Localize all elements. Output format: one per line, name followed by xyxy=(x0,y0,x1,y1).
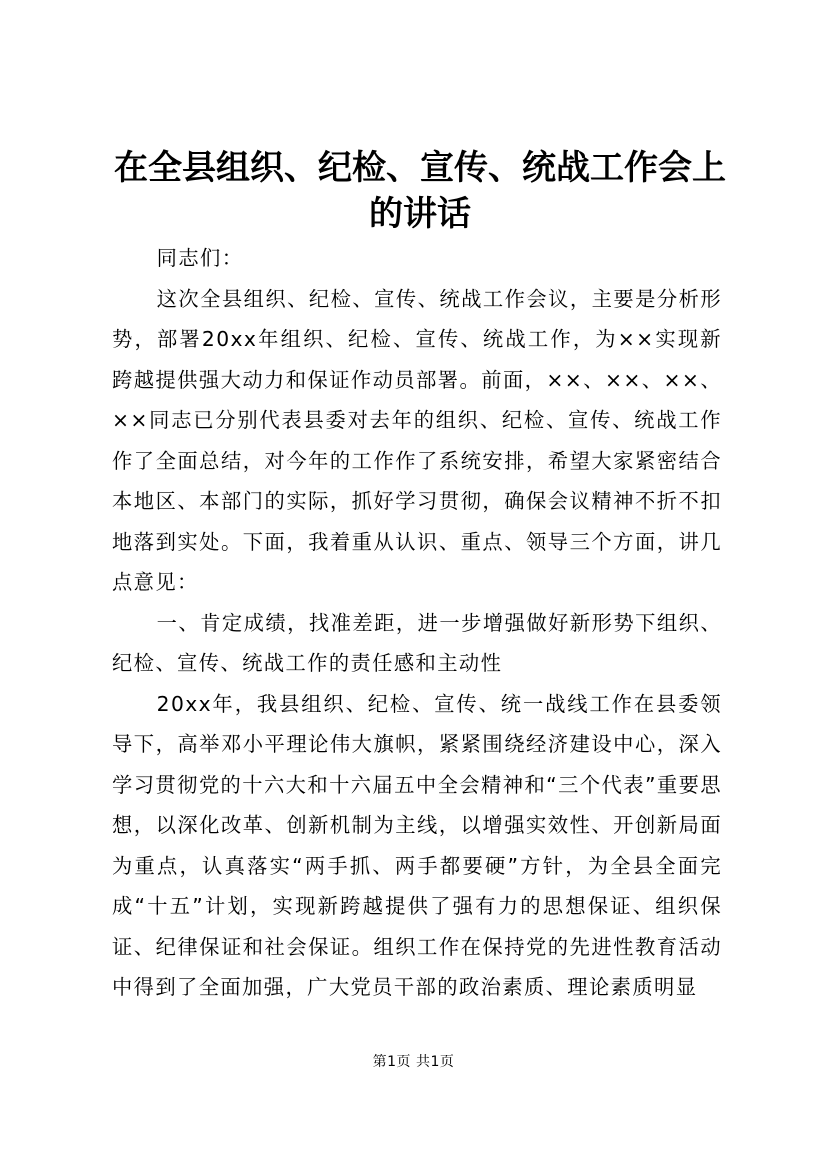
document-title: 在全县组织、纪检、宣传、统战工作会上的讲话 xyxy=(114,148,726,234)
section-heading-1: 一、肯定成绩，找准差距，进一步增强做好新形势下组织、纪检、宣传、统战工作的责任感和主动性 xyxy=(112,610,722,675)
salutation-paragraph: 同志们： xyxy=(156,246,244,270)
page-number-footer: 第1页 共1页 xyxy=(372,1054,455,1070)
document-body xyxy=(112,238,722,1008)
body-paragraph: 20xx年，我县组织、纪检、宣传、统一战线工作在县委领导下，高举邓小平理论伟大旗帜，紧紧围绕经济建设中心，深入学习贯彻党的十六大和十六届五中全会精神和“三个代表”重要思想，以深化改革、创新机制为主线，以增强实效性、开创新局面为重点，认真落实“两手抓、两手都要硬”方针，为全县全面完成“十五”计划，实现新跨越提供了强有力的思想保证、组织保证、纪律保证和社会保证。组织工作在保持党的先进性教育活动中得到了全面加强，广大党员干部的政治素质、理论素质明显 xyxy=(112,691,722,999)
intro-paragraph: 这次全县组织、纪检、宣传、统战工作会议，主要是分析形势，部署20xx年组织、纪检、宣传、统战工作，为××实现新跨越提供强大动力和保证作动员部署。前面，××、××、××、××同志已分别代表县委对去年的组织、纪检、宣传、统战工作作了全面总结，对今年的工作作了系统安排，希望大家紧密结合本地区、本部门的实际，抓好学习贯彻，确保会议精神不折不扣地落到实处。下面，我着重从认识、重点、领导三个方面，讲几点意见： xyxy=(112,286,722,594)
